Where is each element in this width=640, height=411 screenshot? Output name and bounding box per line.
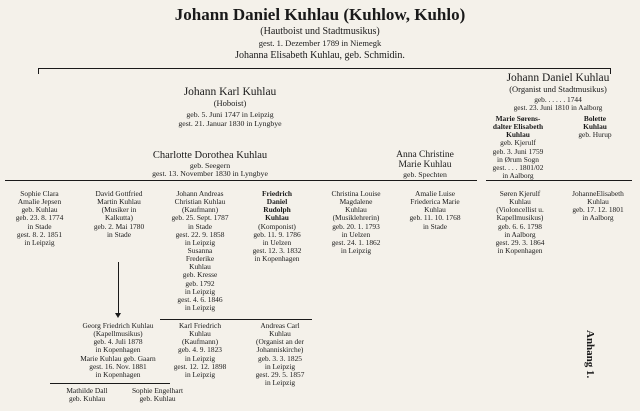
person-andreas-carl: Andreas Carl Kuhlau (Organist an der Johanniskirche) geb. 3. 3. 1825 in Leipzig gest. 29. 5. 1857 in Leipzig [255,321,305,387]
david-arrow-icon [115,313,121,318]
person-amalie-luise: Amalie Luise Friederica Marie Kuhlau geb. 11. 10. 1768 in Stade [409,189,461,231]
person-johanne-elisabeth: JohanneElisabeth Kuhlau geb. 17. 12. 1801 in Aalborg [572,189,624,223]
david-descent-line [118,262,119,314]
person-anna-christine: Anna Christine Marie Kuhlau geb. Spechten [396,150,454,179]
top-connector-left-drop [38,68,39,74]
person-johann-andreas: Johann Andreas Christian Kuhlau (Kaufmann) geb. 25. Sept. 1787 in Stade gest. 22. 9. 1858 in Leipzig Susanna Frederike Kuhlau geb. Kresse geb. 1792 in Leipzig gest. 4. 6. 1846 in Leipzig [171,189,229,312]
person-sophie-clara: Sophie Clara Amalie Jepsen geb. Kuhlau geb. 23. 8. 1774 in Stade gest. 8. 2. 1851 in Leipzig [15,189,64,247]
person-marie-sorensdalter: Marie Sørens- dalter Elisabeth Kuhlau geb. Kjerulf geb. 3. Juni 1759 in Ørum Sogn gest. . . . 1801/02 in Aalborg [492,114,544,180]
children-connector [5,180,477,181]
ancestor-profession: (Hautboist und Stadtmusikus) [260,26,380,37]
person-karl-friedrich: Karl Friedrich Kuhlau (Kaufmann) geb. 4. 9. 1823 in Leipzig gest. 12. 12. 1898 in Leipzig [173,321,227,379]
person-friedrich-composer: Friedrich Daniel Rudolph Kuhlau (Komponist) geb. 11. 9. 1786 in Uelzen gest. 12. 3. 1832 in Kopenhagen [252,189,302,264]
person-charlotte: Charlotte Dorothea Kuhlau geb. Seegern gest. 13. November 1830 in Lyngbye [152,150,268,179]
page-title: Johann Daniel Kuhlau (Kuhlow, Kuhlo) [174,5,466,24]
appendix-label: Anhang 1. [584,330,596,379]
person-mathilde-dall: Mathilde Dall geb. Kuhlau [66,386,108,404]
great-grandchildren-connector [50,383,170,384]
ancestor-death: gest. 1. Dezember 1789 in Niemegk [258,38,382,48]
person-david: David Gottfried Martin Kuhlau (Musiker in Kalkutta) geb. 2. Mai 1780 in Stade [93,189,145,239]
grandchildren-connector [160,319,312,320]
top-connector [38,68,610,69]
ancestor-wife: Johanna Elisabeth Kuhlau, geb. Schmidin. [235,50,405,61]
person-sophie-engelhart: Sophie Engelhart geb. Kuhlau [131,386,184,404]
person-christina-louise: Christina Louise Magdalene Kuhlau (Musiklehrerin) geb. 20. 1. 1793 in Uelzen gest. 24. 1. 1862 in Leipzig [331,189,381,255]
person-johann-daniel-right: Johann Daniel Kuhlau (Organist und Stadtmusikus) geb. . . . . . 1744 gest. 23. Juni 1810 in Aalborg [506,72,610,113]
right-children-connector [486,180,632,181]
person-bolette: Bolette Kuhlau geb. Hurup [578,114,612,140]
person-soren-kjerulf: Søren Kjerulf Kuhlau (Violoncellist u. Kapellmusikus) geb. 6. 6. 1798 in Aalborg gest. 29. 3. 1864 in Kopenhagen [495,189,545,255]
person-georg-friedrich: Georg Friedrich Kuhlau (Kapellmusikus) geb. 4. Juli 1878 in Kopenhagen Marie Kuhlau geb. Gaarn gest. 16. Nov. 1881 in Kopenhagen [80,321,156,379]
person-johann-karl: Johann Karl Kuhlau (Hoboist) geb. 5. Juni 1747 in Leipzig gest. 21. Januar 1830 in Lyngbye [178,86,282,128]
